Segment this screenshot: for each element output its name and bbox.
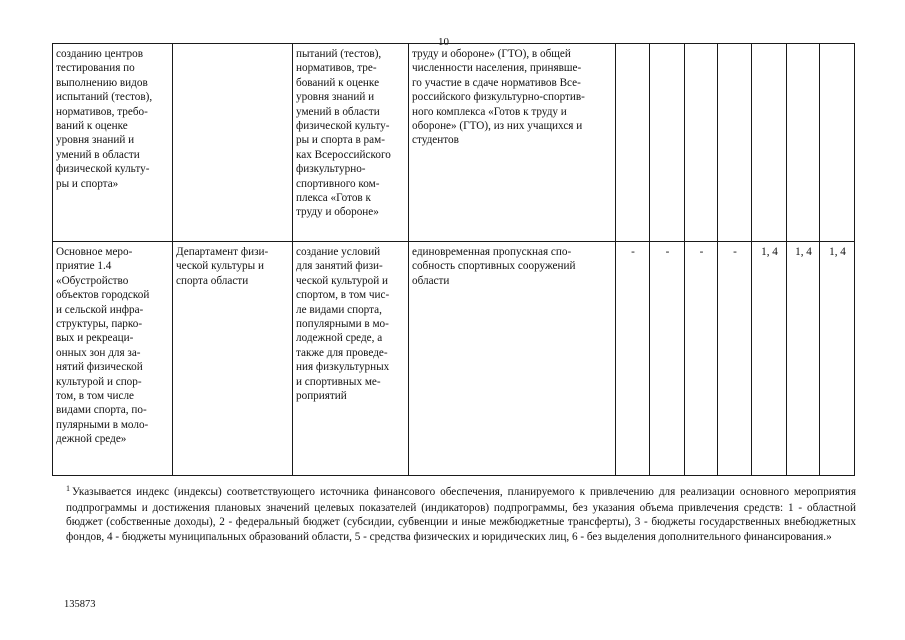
measure-name-cell: Основное меро- приятие 1.4 «Обустройство объектов городской и сельской инфра- структуры, парко- вых и рекреаци- онных зон для за- нятий физической культурой и спор- том, в том числе видами спорта, по- пулярными в моло- дежной среде» <box>53 242 173 476</box>
value-cell: - <box>685 242 718 476</box>
value-cell <box>820 44 855 242</box>
value-cell <box>752 44 787 242</box>
executor-cell <box>173 44 293 242</box>
footnote-mark: 1 <box>66 484 70 493</box>
document-code: 135873 <box>64 599 96 610</box>
value-cell: - <box>650 242 685 476</box>
expected-result-cell: пытаний (тестов), нормативов, тре- бований к оценке уровня знаний и умений в области физической культу- ры и спорта в рам- ках Всероссийского физкультурно- спортивного ком- плекса «Готов к труду и обороне» <box>293 44 409 242</box>
executor-cell: Департамент физи- ческой культуры и спорта области <box>173 242 293 476</box>
value-cell: 1, 4 <box>787 242 820 476</box>
value-cell <box>718 44 752 242</box>
footnote <box>66 485 856 544</box>
value-cell: - <box>616 242 650 476</box>
value-cell <box>685 44 718 242</box>
value-cell <box>616 44 650 242</box>
value-cell: - <box>718 242 752 476</box>
value-cell <box>787 44 820 242</box>
footnote-text: Указывается индекс (индексы) соответствующего источника финансового обеспечения, планируемого к привлечению для реализации основного мероприятия подпрограммы и достижения плановых значений целевых показателей (индикаторов) подпрограммы, без указания объема привлечения средств: 1 - областной бюджет (собственные доходы), 2 - федеральный бюджет (субсидии, субвенции и иные межбюджетные трансферты), 3 - бюджеты государственных внебюджетных фондов, 4 - бюджеты муниципальных образований области, 5 - средства физических и юридических лиц, 6 - без выделения дополнительного финансирования.» <box>66 486 856 543</box>
measure-name-cell: созданию центров тестирования по выполнению видов испытаний (тестов), нормативов, требо- ваний к оценке уровня знаний и умений в области физической культу- ры и спорта» <box>53 44 173 242</box>
indicator-cell: труду и обороне» (ГТО), в общей численности населения, принявше- го участие в сдаче нормативов Все- российского физкультурно-спортив- ного комплекса «Готов к труду и обороне» (ГТО), из них учащихся и студентов <box>409 44 616 242</box>
value-cell: 1, 4 <box>820 242 855 476</box>
page-number: 10 <box>438 36 449 48</box>
value-cell <box>650 44 685 242</box>
expected-result-cell: создание условий для занятий физи- ческой культурой и спортом, в том чис- ле видами спорта, популярными в мо- лодежной среде, а также для проведе- ния физкультурных и спортивных ме- роприятий <box>293 242 409 476</box>
measures-table <box>52 43 855 476</box>
value-cell: 1, 4 <box>752 242 787 476</box>
table-row <box>53 44 855 242</box>
indicator-cell: единовременная пропускная спо- собность спортивных сооружений области <box>409 242 616 476</box>
table-row <box>53 242 855 476</box>
